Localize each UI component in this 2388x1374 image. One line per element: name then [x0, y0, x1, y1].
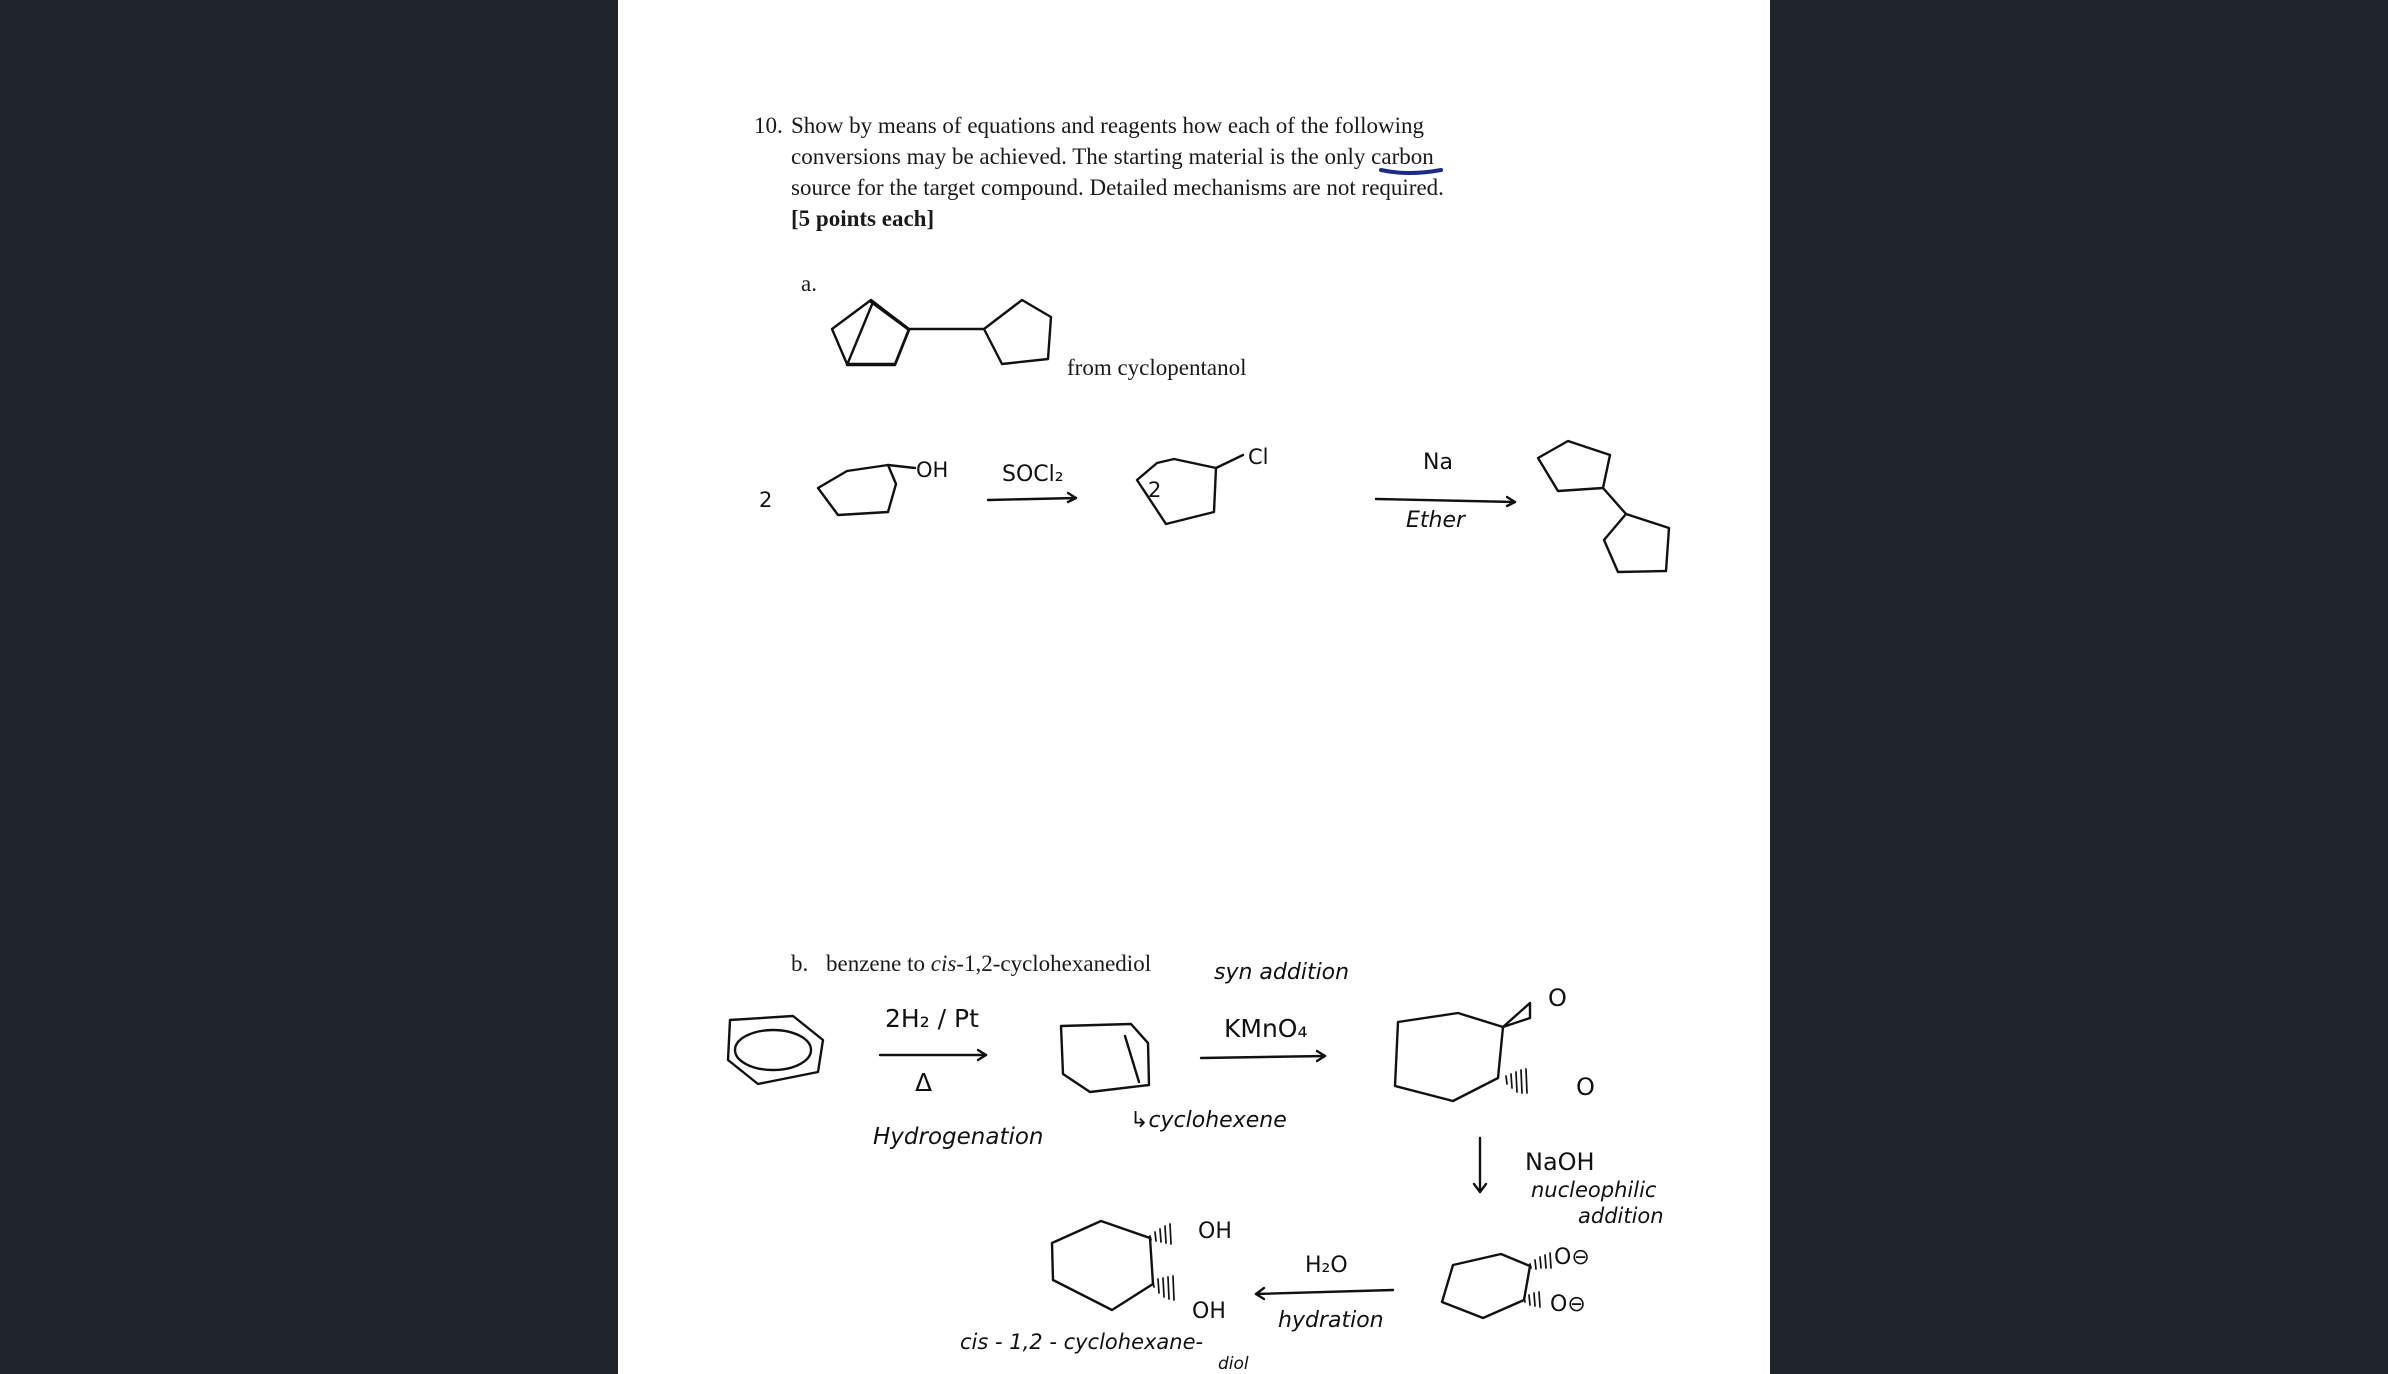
arrow-na-shaft [1376, 499, 1515, 502]
problem-line-2-start: conversions may be achieved. The starting material is the [791, 144, 1325, 169]
part-a-caption: from cyclopentanol [1067, 355, 1247, 380]
structure-drawings [618, 0, 1770, 1374]
benzene-aromatic-circle [735, 1030, 811, 1070]
intermediate-ring [1395, 1013, 1503, 1101]
cyclohexene-double-bond [1125, 1036, 1139, 1082]
part-b-caption-start: benzene to [826, 951, 931, 976]
part-b-caption-end: -1,2-cyclohexanediol [956, 951, 1152, 976]
cl-label: Cl [1248, 445, 1269, 469]
target-cyclopentane-right-ring [984, 300, 1051, 364]
diol-ring [1052, 1221, 1153, 1310]
hydroxyl-top: OH [1198, 1219, 1232, 1244]
wedge-top [1503, 1003, 1530, 1027]
cyclopentanol-ring [818, 465, 896, 515]
arrow-kmno4-shaft [1201, 1056, 1325, 1058]
label-hydration: hydration [1278, 1308, 1384, 1333]
product-connecting-bond [1603, 488, 1626, 514]
hash-bond-bottom [1506, 1069, 1527, 1093]
arrow-h2o-shaft [1256, 1290, 1393, 1294]
oxygen-bottom: O [1576, 1073, 1595, 1101]
diolate-ring [1442, 1254, 1530, 1318]
label-cyclohexene [1130, 1108, 1287, 1133]
points-note: [5 points each] [791, 206, 935, 231]
part-b-label: b. [791, 951, 809, 976]
label-nucleophilic: nucleophilic [1531, 1178, 1657, 1202]
heat-symbol: Δ [915, 1068, 933, 1097]
label-hydrogenation: Hydrogenation [873, 1124, 1044, 1150]
reagent-naoh: NaOH [1525, 1148, 1595, 1176]
hash-bond-diol-top [1150, 1224, 1171, 1244]
coefficient-2-second: 2 [1148, 478, 1162, 502]
arrow-socl2-shaft [988, 498, 1076, 500]
reagent-h2-pt: 2H₂ / Pt [885, 1004, 979, 1033]
reagent-h2o: H₂O [1305, 1253, 1348, 1278]
product-cyclopentane-bottom [1604, 514, 1669, 572]
cyclohexene-pointer: ↳ [1130, 1108, 1149, 1133]
oh-bond [888, 465, 915, 468]
highlight-mark [1381, 170, 1441, 173]
part-b-caption-italic: cis [930, 951, 957, 976]
benzene-ring [728, 1016, 823, 1084]
cyclohexene-text: cyclohexene [1148, 1108, 1287, 1133]
coefficient-2: 2 [759, 488, 773, 512]
problem-line-2-end: carbon [1365, 144, 1434, 169]
reagent-socl2: SOCl₂ [1002, 462, 1064, 487]
cyclohexene-ring [1061, 1024, 1149, 1092]
part-a-label: a. [801, 271, 817, 296]
label-syn-addition: syn addition [1214, 960, 1350, 985]
oxide-top: O⊖ [1554, 1245, 1590, 1270]
label-product-name-cont: diol [1218, 1354, 1249, 1374]
oxygen-top: O [1548, 984, 1567, 1012]
underlined-word: only [1324, 144, 1366, 169]
hydroxyl-bottom: OH [1192, 1299, 1226, 1324]
oh-label: OH [916, 458, 949, 482]
hash-bond-diol-bottom [1153, 1276, 1174, 1300]
oxide-bottom: O⊖ [1550, 1292, 1586, 1317]
product-cyclopentane-top [1538, 441, 1610, 491]
reagent-na: Na [1423, 450, 1453, 475]
hash-bond-diolate-top [1530, 1253, 1551, 1269]
problem-line-1: Show by means of equations and reagents how each of the following [791, 113, 1424, 138]
label-addition: addition [1578, 1204, 1664, 1228]
problem-number: 10. [754, 113, 783, 138]
document-page [618, 0, 1770, 1374]
hash-bond-diolate-bottom [1524, 1292, 1540, 1307]
problem-line-3: source for the target compound. Detailed mechanisms are not required. [791, 175, 1444, 200]
label-product-name: cis - 1,2 - cyclohexane- [960, 1330, 1204, 1354]
reagent-kmno4: KMnO₄ [1224, 1014, 1308, 1043]
cl-bond [1216, 455, 1243, 468]
reagent-ether: Ether [1406, 508, 1466, 533]
